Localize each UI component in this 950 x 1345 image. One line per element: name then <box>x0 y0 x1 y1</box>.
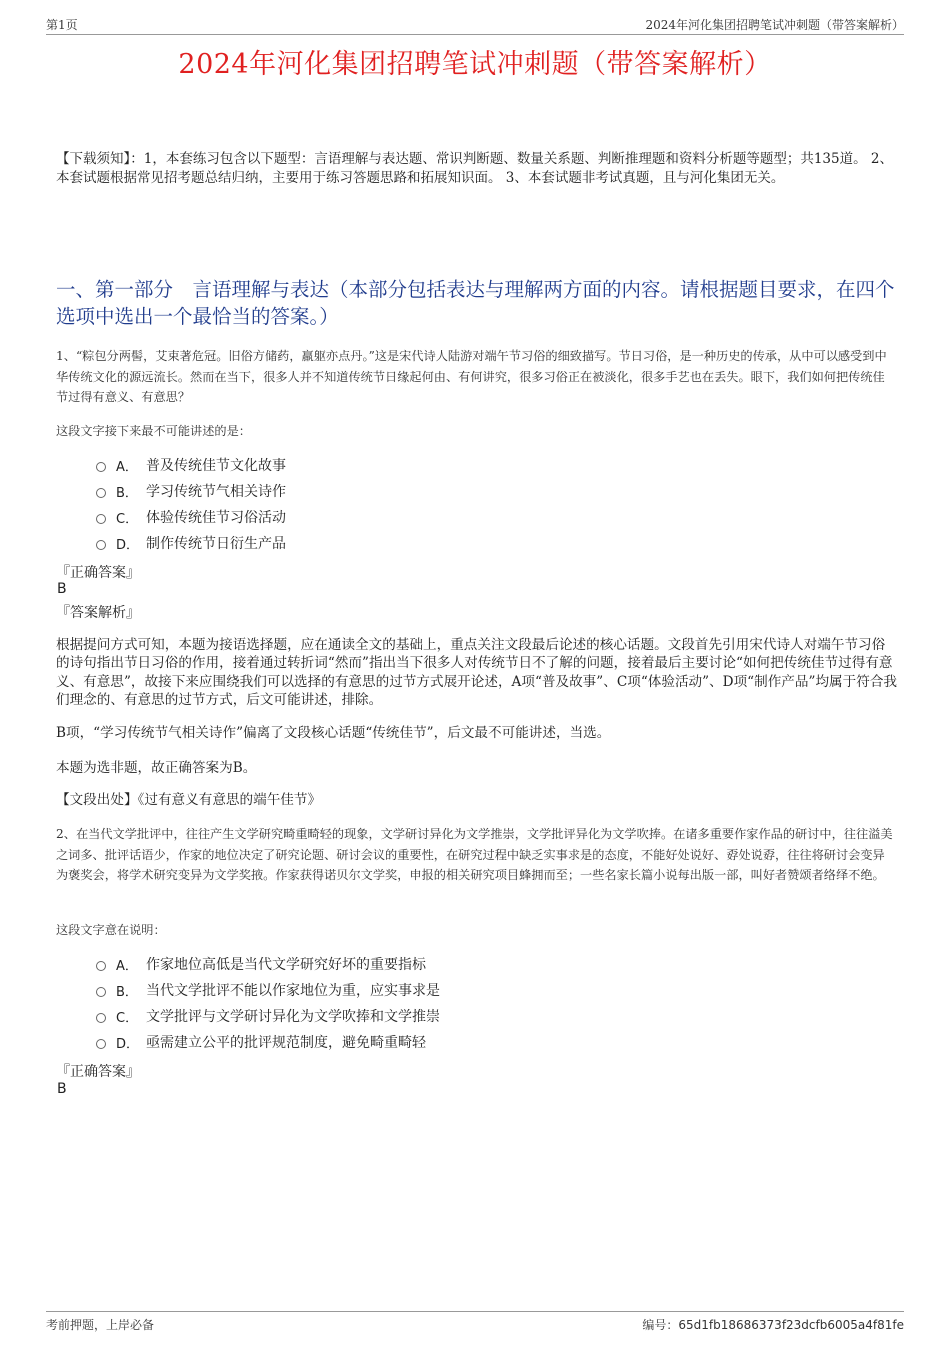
option-d[interactable]: D． 制作传统节日衍生产品 <box>96 530 796 556</box>
radio-icon[interactable] <box>96 961 106 971</box>
analysis-paragraph: 根据提问方式可知，本题为接语选择题，应在通读全文的基础上，重点关注文段最后论述的核心话题。文段首先引用宋代诗人对端午节习俗的诗句指出节日习俗的作用，接着通过转折词“然而”指出当下很多人对传统节日不了解的问题，接着最后主要讨论“如何把传统佳节过得有意义、有意思”，故接下来应围绕我们可以选择的有意思的过节方式展开论述，A项“普及故事”、C项“体验活动”、D项“制作产品”均属于符合我们理念的、有意思的过节方式，后文可能讲述，排除。 <box>56 637 898 709</box>
radio-icon[interactable] <box>96 1013 106 1023</box>
radio-icon[interactable] <box>96 540 106 550</box>
option-label: 普及传统佳节文化故事 <box>146 458 286 474</box>
analysis-paragraph: 本题为选非题，故正确答案为B。 <box>56 760 257 776</box>
page-footer <box>46 1311 904 1334</box>
analysis-label: 『答案解析』 <box>56 605 140 621</box>
option-b[interactable]: B． 学习传统节气相关诗作 <box>96 478 796 504</box>
source-note: 【文段出处】《过有意义有意思的端午佳节》 <box>56 792 322 808</box>
option-label: 亟需建立公平的批评规范制度，避免畸重畸轻 <box>146 1035 426 1051</box>
radio-icon[interactable] <box>96 987 106 997</box>
question-2-stem: 这段文字意在说明： <box>56 923 166 937</box>
option-label: 当代文学批评不能以作家地位为重，应实事求是 <box>146 983 440 999</box>
question-1-options <box>96 452 796 556</box>
page-header <box>46 14 904 35</box>
radio-icon[interactable] <box>96 462 106 472</box>
answer-label: 『正确答案』 <box>56 565 140 581</box>
radio-icon[interactable] <box>96 514 106 524</box>
option-c[interactable]: C． 文学批评与文学研讨异化为文学吹捧和文学推崇 <box>96 1003 796 1029</box>
option-label: 文学批评与文学研讨异化为文学吹捧和文学推崇 <box>146 1009 440 1025</box>
option-c[interactable]: C． 体验传统佳节习俗活动 <box>96 504 796 530</box>
download-notice: 【下载须知】：1，本套练习包含以下题型：言语理解与表达题、常识判断题、数量关系题、判断推理题和资料分析题等题型；共135道。 2、本套试题根据常见招考题总结归纳，主要用于练习答题思路和拓展知识面。 3、本套试题非考试真题，且与河化集团无关。 <box>56 151 893 186</box>
question-1-text: 1、“粽包分两髻，艾束著危冠。旧俗方储药，羸躯亦点丹。”这是宋代诗人陆游对端午节习俗的细致描写。节日习俗，是一种历史的传承，从中可以感受到中华传统文化的源远流长。然而在当下，很多人并不知道传统节日缘起何由、有何讲究，很多习俗正在被淡化，很多手艺也在丢失。眼下，我们如何把传统佳节过得有意义、有意思？ <box>56 349 887 404</box>
footer-doc-id: 编号：65d1fb18686373f23dcfb6005a4f81fe <box>642 1318 904 1332</box>
footer-slogan: 考前押题，上岸必备 <box>46 1318 155 1332</box>
answer-value: B <box>57 581 67 597</box>
option-a[interactable]: A． 普及传统佳节文化故事 <box>96 452 796 478</box>
radio-icon[interactable] <box>96 1039 106 1049</box>
option-d[interactable]: D． 亟需建立公平的批评规范制度，避免畸重畸轻 <box>96 1029 796 1055</box>
page-title: 2024年河化集团招聘笔试冲刺题（带答案解析） <box>178 49 772 80</box>
analysis-paragraph: B项，“学习传统节气相关诗作”偏离了文段核心话题“传统佳节”，后文最不可能讲述，当选。 <box>56 725 611 741</box>
question-2-options <box>96 951 796 1055</box>
option-label: 作家地位高低是当代文学研究好坏的重要指标 <box>146 957 426 973</box>
option-b[interactable]: B． 当代文学批评不能以作家地位为重，应实事求是 <box>96 977 796 1003</box>
option-label: 学习传统节气相关诗作 <box>146 484 286 500</box>
section-heading: 一、第一部分 言语理解与表达（本部分包括表达与理解两方面的内容。请根据题目要求，在四个选项中选出一个最恰当的答案。） <box>56 278 895 328</box>
option-label: 体验传统佳节习俗活动 <box>146 510 286 526</box>
header-doc-title: 2024年河化集团招聘笔试冲刺题（带答案解析） <box>645 18 904 32</box>
page-number: 第1页 <box>46 18 78 32</box>
answer-label: 『正确答案』 <box>56 1064 140 1080</box>
radio-icon[interactable] <box>96 488 106 498</box>
answer-value: B <box>57 1081 67 1097</box>
option-a[interactable]: A． 作家地位高低是当代文学研究好坏的重要指标 <box>96 951 796 977</box>
question-2-text: 2、在当代文学批评中，往往产生文学研究畸重畸轻的现象，文学研讨异化为文学推崇，文学批评异化为文学吹捧。在诸多重要作家作品的研讨中，往往溢美之词多、批评话语少，作家的地位决定了研究论题、研讨会议的重要性，在研究过程中缺乏实事求是的态度，不能好处说好、孬处说孬，往往将研讨会变异为褒奖会，将学术研究变异为文学奖掖。作家获得诺贝尔文学奖，申报的相关研究项目蜂拥而至；一些名家长篇小说每出版一部，叫好者赞颂者络绎不绝。 <box>56 827 893 882</box>
question-1-stem: 这段文字接下来最不可能讲述的是： <box>56 424 251 438</box>
option-label: 制作传统节日衍生产品 <box>146 536 286 552</box>
